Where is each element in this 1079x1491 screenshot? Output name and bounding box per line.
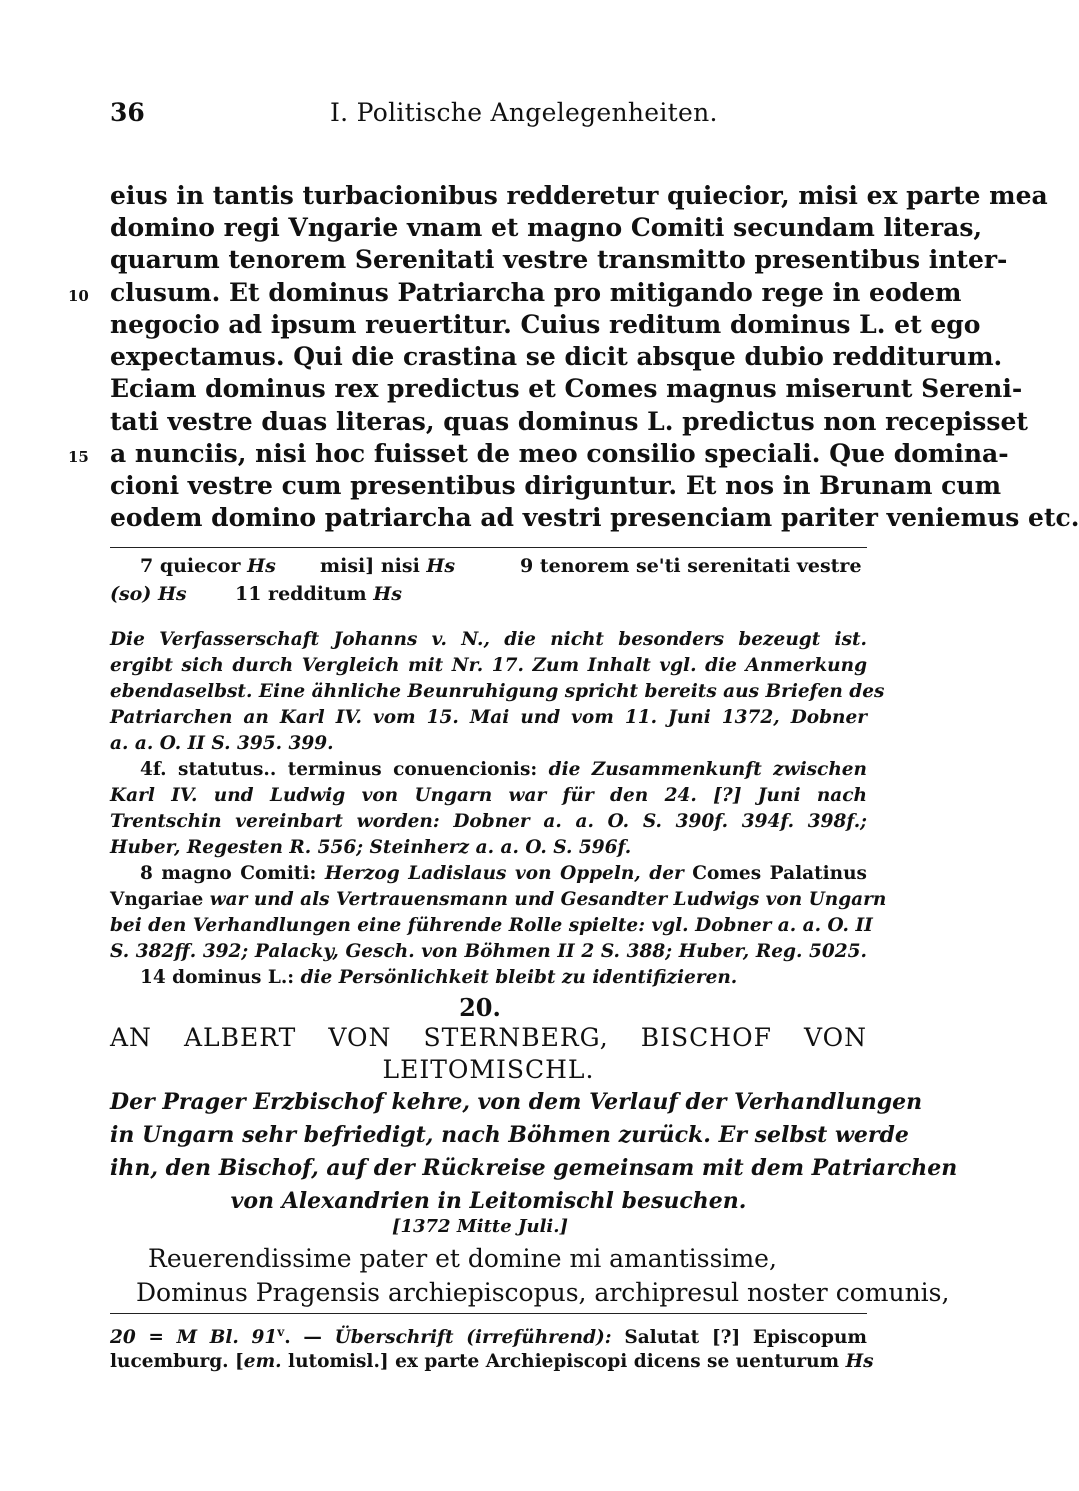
line-number: 15 [68,448,89,466]
document-title: LEITOMISCHL. [382,1055,595,1084]
note-lemma: 8 magno Comiti: [140,863,317,884]
line-number: 10 [68,287,89,305]
note-text: die Zusammenkunft zwischen [548,759,867,780]
running-title: I. Politische Angelegenheiten. [330,98,718,127]
apparatus-entry: 9 tenorem se'ti serenitati vestre [520,555,862,577]
note-line: Karl IV. und Ludwig von Ungarn war für den 24. [?] Juni nach [110,785,867,806]
body-line: Eciam dominus rex predictus et Comes magnus miserunt Sereni- [110,374,1023,403]
note-text: die Persönlichkeit bleibt zu identifizieren. [300,967,738,988]
apparatus-entry: (so) Hs [110,583,187,605]
body-line: a nunciis, nisi hoc fuisset de meo consilio speciali. Que domina- [110,439,1009,468]
note-line [140,757,867,783]
footnote-sup: v [277,1325,285,1339]
page-number: 36 [110,98,145,127]
note-line [110,887,887,913]
regest-line: in Ungarn sehr befriedigt, nach Böhmen zurück. Er selbst werde [110,1122,909,1148]
body-line: tati vestre duas literas, quas dominus L. predictus non recepisset [110,407,1028,436]
footnote-line [110,1351,874,1372]
body-line: domino regi Vngarie vnam et magno Comiti secundam literas, [110,213,983,242]
letter-text: Dominus Pragensis archiepiscopus, archipresul noster comunis, [136,1278,950,1307]
note-line: a. a. O. II S. 395. 399. [110,733,334,754]
note-line: S. 382ff. 392; Palacky, Gesch. von Böhmen II 2 S. 388; Huber, Reg. 5025. [110,941,867,962]
note-line: Trentschin vereinbart worden: Dobner a. a. O. S. 390f. 394f. 398f.; [110,811,867,832]
apparatus-text: 11 redditum [235,583,367,605]
note-line [140,861,867,887]
document-title: AN ALBERT VON STERNBERG, BISCHOF VON [110,1023,867,1052]
footnote-divider [110,1313,867,1314]
note-text: Herzog Ladislaus von Oppeln, der [324,863,684,884]
salutation: Reuerendissime pater et domine mi amantissime, [148,1244,777,1273]
note-lemma: 14 dominus L.: [140,967,295,988]
note-lemma: 4f. statutus.. terminus conuencionis: [140,759,538,780]
apparatus-entry [140,555,276,577]
footnote-text: lutomisl.] ex parte Archiepiscopi dicens se uenturum [288,1351,840,1372]
note-text: war und als Vertrauensmann und Gesandter Ludwigs von Ungarn [209,889,887,910]
body-line: eodem domino patriarcha ad vestri presenciam pariter veniemus etc. [110,503,1079,532]
apparatus-text: 7 quiecor [140,555,241,577]
apparatus-siglum: Hs [373,583,402,605]
note-line: Patriarchen an Karl IV. vom 15. Mai und vom 11. Juni 1372, Dobner [110,707,867,728]
footnote-line [110,1325,867,1348]
regest-line: Der Prager Erzbischof kehre, von dem Verlauf der Verhandlungen [110,1089,923,1115]
note-line: Huber, Regesten R. 556; Steinherz a. a. O. S. 596f. [110,837,632,858]
note-line: ergibt sich durch Vergleich mit Nr. 17. Zum Inhalt vgl. die Anmerkung [110,655,867,676]
note-line: ebendaselbst. Eine ähnliche Beunruhigung spricht bereits aus Briefen des [110,681,885,702]
footnote-text: Überschrift (irreführend): [334,1327,612,1349]
apparatus-siglum: Hs [247,555,276,577]
footnote-text: . — [284,1327,322,1349]
note-line [140,965,867,991]
body-line: eius in tantis turbacionibus redderetur quiecior, misi ex parte mea [110,181,1048,210]
body-line: negocio ad ipsum reuertitur. Cuius reditum dominus L. et ego [110,310,981,339]
regest-line: ihn, den Bischof, auf der Rückreise gemeinsam mit dem Patriarchen [110,1155,958,1181]
body-line: clusum. Et dominus Patriarcha pro mitigando rege in eodem [110,278,962,307]
note-text: Comes Palatinus [692,863,867,884]
regest-line: von Alexandrien in Leitomischl besuchen. [230,1188,747,1214]
note-line: Die Verfasserschaft Johanns v. N., die nicht besonders bezeugt ist. [110,629,867,650]
document-number: 20. [459,993,501,1022]
apparatus-text: misi] nisi [320,555,420,577]
footnote-text: 20 = M Bl. 91 [110,1327,278,1349]
apparatus-divider [110,547,867,548]
body-line: expectamus. Qui die crastina se dicit absque dubio redditurum. [110,342,1003,371]
footnote-text: em. [243,1351,282,1372]
note-line: bei den Verhandlungen eine führende Rolle spielte: vgl. Dobner a. a. O. II [110,915,873,936]
footnote-text: Salutat [?] Episcopum [624,1327,867,1349]
body-line: cioni vestre cum presentibus diriguntur. Et nos in Brunam cum [110,471,1002,500]
body-line: quarum tenorem Serenitati vestre transmitto presentibus inter- [110,245,1008,274]
apparatus-entry [235,583,402,605]
document-date: [1372 Mitte Juli.] [391,1216,569,1237]
note-lemma: Vngariae [110,889,204,910]
footnote-siglum: Hs [845,1351,874,1372]
apparatus-entry [320,555,455,577]
apparatus-siglum: Hs [426,555,456,577]
footnote-text: lucemburg. [ [110,1351,244,1372]
